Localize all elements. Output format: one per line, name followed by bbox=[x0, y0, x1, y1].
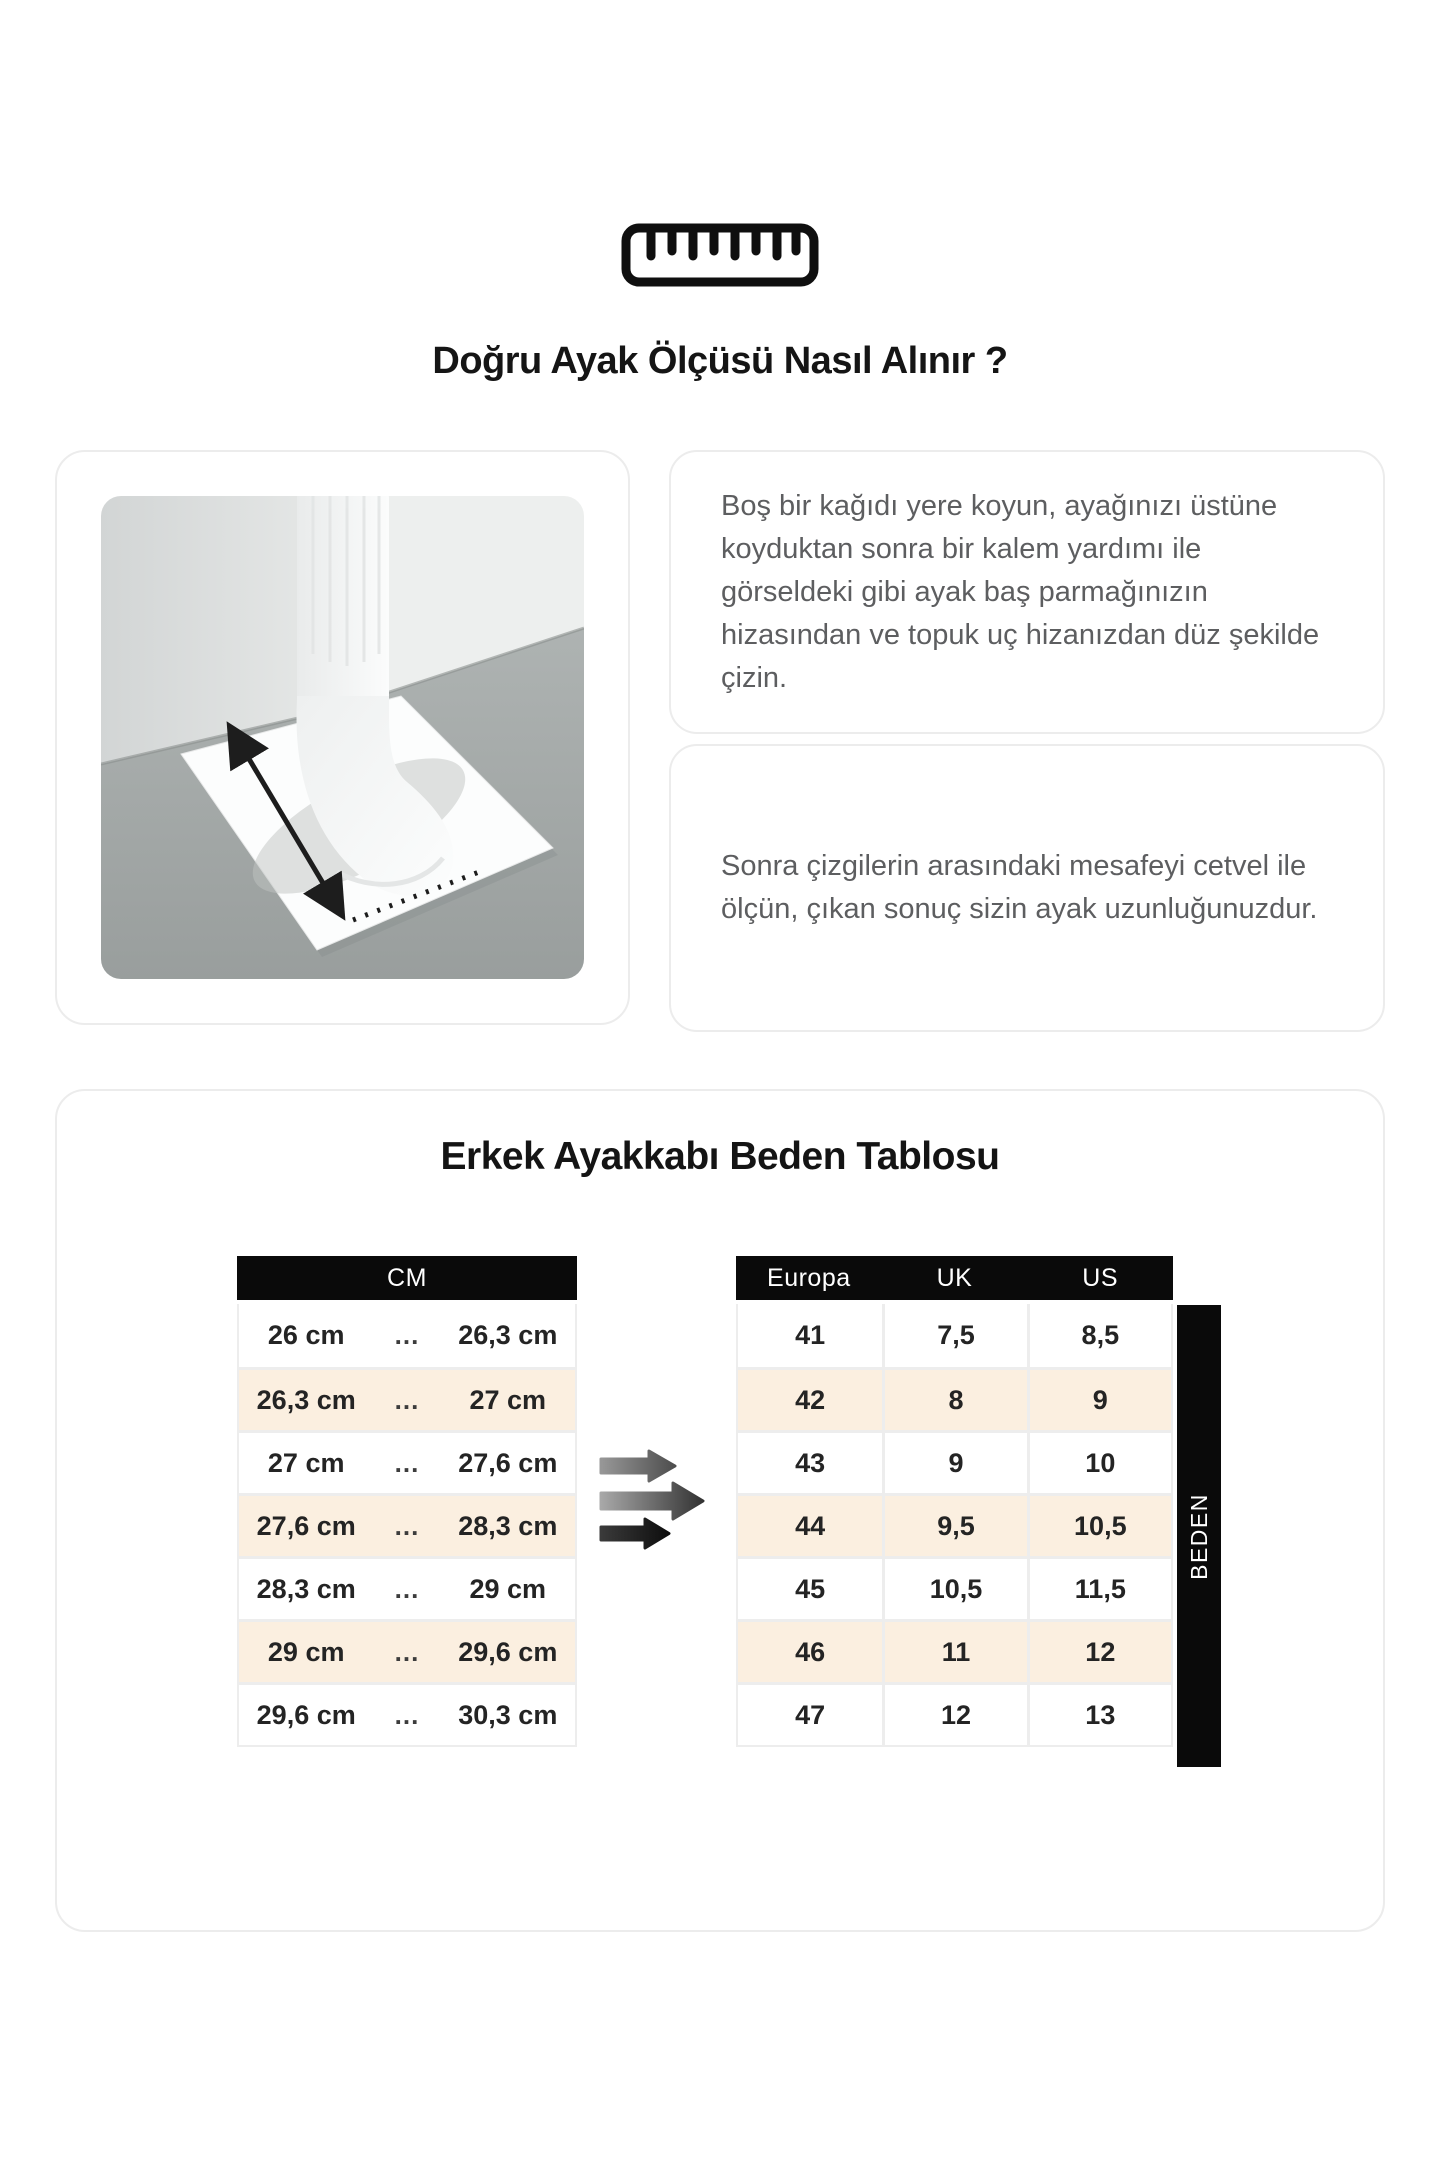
cm-from: 27,6 cm bbox=[256, 1510, 356, 1541]
range-dots: ... bbox=[394, 1384, 420, 1415]
size-table-section bbox=[55, 1089, 1385, 1932]
range-dots: ... bbox=[394, 1573, 420, 1604]
cm-to: 27 cm bbox=[469, 1384, 547, 1415]
cm-from: 26,3 cm bbox=[256, 1384, 356, 1415]
size-row-4 bbox=[738, 1493, 1171, 1556]
size-table-header bbox=[736, 1256, 1173, 1300]
size-eu: 42 bbox=[795, 1384, 826, 1415]
page-title: Doğru Ayak Ölçüsü Nasıl Alınır ? bbox=[432, 340, 1008, 382]
cm-row-4 bbox=[239, 1493, 575, 1556]
cm-to: 28,3 cm bbox=[458, 1510, 558, 1541]
foot-measurement-photo bbox=[101, 496, 584, 979]
instruction-step-1 bbox=[669, 450, 1385, 734]
size-row-5 bbox=[738, 1556, 1171, 1619]
size-us: 12 bbox=[1027, 1622, 1171, 1682]
header-uk: UK bbox=[936, 1263, 973, 1292]
measure-guide-section bbox=[55, 450, 1385, 1032]
size-us: 11,5 bbox=[1027, 1559, 1171, 1619]
range-dots: ... bbox=[394, 1699, 420, 1730]
size-uk: 11 bbox=[882, 1622, 1026, 1682]
cm-row-6 bbox=[239, 1619, 575, 1682]
size-table-body bbox=[736, 1304, 1173, 1747]
cm-from: 29 cm bbox=[267, 1636, 345, 1667]
international-size-table bbox=[736, 1256, 1173, 1747]
size-us: 8,5 bbox=[1027, 1304, 1171, 1367]
size-eu: 45 bbox=[795, 1573, 826, 1604]
size-row-1 bbox=[738, 1304, 1171, 1367]
cm-row-2 bbox=[239, 1367, 575, 1430]
cm-header-label: CM bbox=[387, 1263, 427, 1292]
cm-table bbox=[237, 1256, 577, 1747]
cm-row-3 bbox=[239, 1430, 575, 1493]
size-uk: 12 bbox=[882, 1685, 1026, 1745]
size-row-3 bbox=[738, 1430, 1171, 1493]
size-table-title: Erkek Ayakkabı Beden Tablosu bbox=[440, 1135, 1000, 1178]
size-row-6 bbox=[738, 1619, 1171, 1682]
ruler-icon bbox=[0, 222, 1440, 288]
cm-row-5 bbox=[239, 1556, 575, 1619]
size-eu: 46 bbox=[795, 1636, 826, 1667]
cm-table-header bbox=[237, 1256, 577, 1300]
cm-from: 29,6 cm bbox=[256, 1699, 356, 1730]
size-eu: 44 bbox=[795, 1510, 826, 1541]
size-uk: 9 bbox=[882, 1433, 1026, 1493]
range-dots: ... bbox=[394, 1636, 420, 1667]
beden-text: BEDEN bbox=[1185, 1492, 1212, 1580]
size-us: 9 bbox=[1027, 1370, 1171, 1430]
foot-photo-card bbox=[55, 450, 630, 1025]
header-us: US bbox=[1082, 1263, 1119, 1292]
size-uk: 8 bbox=[882, 1370, 1026, 1430]
size-us: 13 bbox=[1027, 1685, 1171, 1745]
triple-arrow-right-icon bbox=[595, 1443, 717, 1555]
cm-table-body bbox=[237, 1304, 577, 1747]
size-us: 10 bbox=[1027, 1433, 1171, 1493]
size-eu: 43 bbox=[795, 1447, 826, 1478]
cm-to: 27,6 cm bbox=[458, 1447, 558, 1478]
size-eu: 41 bbox=[795, 1320, 826, 1350]
cm-to: 30,3 cm bbox=[458, 1699, 558, 1730]
instruction-step-2 bbox=[669, 744, 1385, 1032]
cm-from: 28,3 cm bbox=[256, 1573, 356, 1604]
range-dots: ... bbox=[394, 1510, 420, 1541]
size-uk: 10,5 bbox=[882, 1559, 1026, 1619]
cm-to: 29 cm bbox=[469, 1573, 547, 1604]
cm-row-1 bbox=[239, 1304, 575, 1367]
header-europa: Europa bbox=[767, 1263, 851, 1292]
cm-to: 29,6 cm bbox=[458, 1636, 558, 1667]
cm-to: 26,3 cm bbox=[458, 1320, 558, 1350]
size-row-2 bbox=[738, 1367, 1171, 1430]
cm-from: 27 cm bbox=[267, 1447, 345, 1478]
cm-row-7 bbox=[239, 1682, 575, 1745]
instruction-step-2-text: Sonra çizgilerin arasındaki mesafeyi cetvel ile ölçün, çıkan sonuç sizin ayak uzunluğunuzdur. bbox=[721, 850, 1318, 925]
range-dots: ... bbox=[394, 1320, 420, 1350]
size-us: 10,5 bbox=[1027, 1496, 1171, 1556]
beden-side-label bbox=[1177, 1305, 1221, 1767]
range-dots: ... bbox=[394, 1447, 420, 1478]
size-uk: 7,5 bbox=[882, 1304, 1026, 1367]
size-row-7 bbox=[738, 1682, 1171, 1745]
size-uk: 9,5 bbox=[882, 1496, 1026, 1556]
size-eu: 47 bbox=[795, 1699, 826, 1730]
instruction-step-1-text: Boş bir kağıdı yere koyun, ayağınızı üstüne koyduktan sonra bir kalem yardımı ile görseldeki gibi ayak baş parmağınızın hizasından ve topuk uç hizanızdan düz şekilde çizin. bbox=[721, 489, 1320, 694]
cm-from: 26 cm bbox=[267, 1320, 345, 1350]
